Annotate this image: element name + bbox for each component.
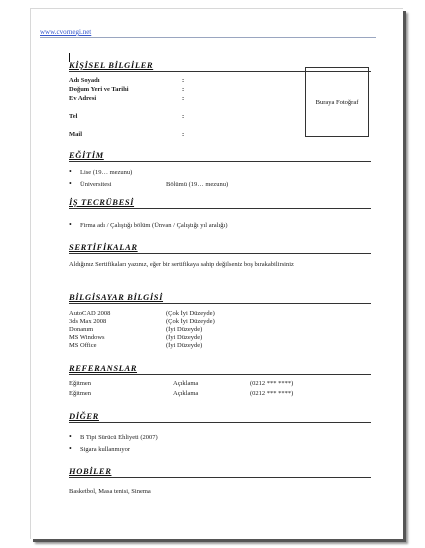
software-name: Donanım	[69, 326, 94, 333]
section-heading-other: DİĞER	[69, 411, 99, 421]
section-heading-computer: BİLGİSAYAR BİLGİSİ	[69, 292, 164, 302]
field-label-birth: Doğum Yeri ve Tarihi	[69, 86, 129, 93]
section-rule-references	[69, 374, 371, 375]
bullet-icon: •	[69, 432, 72, 441]
software-name: MS Office	[69, 342, 97, 349]
other-item: B Tipi Sürücü Ehliyeti (2007)	[80, 434, 158, 441]
section-heading-experience: İŞ TECRÜBESİ	[69, 197, 135, 207]
field-label-phone: Tel	[69, 113, 78, 120]
software-level: (Çok İyi Düzeyde)	[166, 310, 215, 317]
other-item: Sigara kullanmıyor	[80, 446, 131, 453]
photo-placeholder	[305, 67, 369, 137]
certificates-text: Aldığınız Sertifikaları yazınız, eğer bir sertifikaya sahip değilseniz boş bırakabilirsiniz	[69, 261, 294, 268]
section-rule-other	[69, 422, 371, 423]
section-rule-hobbies	[69, 477, 371, 478]
bullet-icon: •	[69, 444, 72, 453]
section-heading-education: EĞİTİM	[69, 150, 104, 160]
bullet-icon: •	[69, 220, 72, 229]
software-name: AutoCAD 2008	[69, 310, 111, 317]
field-sep: :	[182, 86, 185, 93]
section-heading-hobbies: HOBİLER	[69, 466, 112, 476]
field-sep: :	[182, 131, 185, 138]
reference-name: Eğitmen	[69, 380, 92, 387]
hobbies-text: Basketbol, Masa tenisi, Sinema	[69, 488, 151, 495]
field-sep: :	[182, 95, 185, 102]
section-heading-certificates: SERTİFİKALAR	[69, 242, 138, 252]
reference-name: Eğitmen	[69, 390, 92, 397]
field-sep: :	[182, 77, 185, 84]
education-item: Üniversitesi	[80, 181, 112, 188]
section-heading-references: REFERANSLAR	[69, 363, 138, 373]
section-rule-experience	[69, 208, 371, 209]
bullet-icon: •	[69, 167, 72, 176]
section-rule-education	[69, 161, 371, 162]
software-level: (İyi Düzeyde)	[166, 342, 203, 349]
field-label-name: Adı Soyadı	[69, 77, 100, 84]
software-level: (İyi Düzeyde)	[166, 334, 203, 341]
bullet-icon: •	[69, 179, 72, 188]
reference-phone: (0212 *** ****)	[250, 380, 294, 387]
reference-phone: (0212 *** ****)	[250, 390, 294, 397]
website-link[interactable]: www.cvornegi.net	[40, 28, 92, 36]
photo-label: Buraya Fotoğraf	[315, 98, 359, 106]
section-rule-certificates	[69, 253, 371, 254]
software-name: 3ds Max 2008	[69, 318, 107, 325]
software-level: (Çok İyi Düzeyde)	[166, 318, 215, 325]
section-heading-personal: KİŞİSEL BİLGİLER	[69, 60, 154, 70]
section-rule-computer	[69, 303, 371, 304]
field-label-mail: Mail	[69, 131, 82, 138]
header-divider	[40, 37, 376, 38]
spelling-squiggle	[121, 181, 165, 189]
reference-desc: Açıklama	[173, 390, 199, 397]
field-label-address: Ev Adresi	[69, 95, 97, 102]
software-level: (İyi Düzeyde)	[166, 326, 203, 333]
field-sep: :	[182, 113, 185, 120]
experience-item: Firma adı / Çalıştığı bölüm (Ünvan / Çalıştığı yıl aralığı)	[80, 222, 228, 229]
reference-desc: Açıklama	[173, 380, 199, 387]
education-item: Bölümü (19… mezunu)	[166, 181, 229, 188]
education-item: Lise (19… mezunu)	[80, 169, 133, 176]
software-name: MS Windows	[69, 334, 105, 341]
